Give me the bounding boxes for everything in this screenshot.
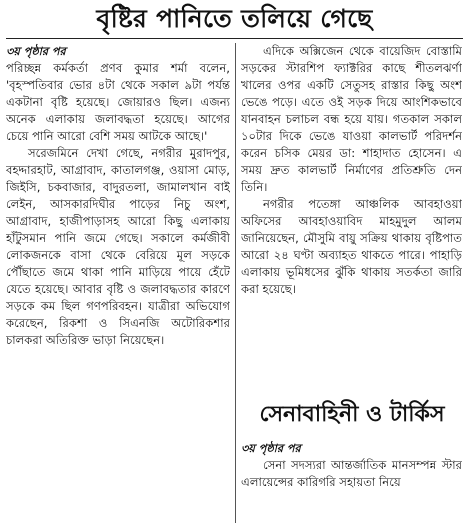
page-headline: বৃষ্টির পানিতে তলিয়ে গেছে <box>96 4 373 33</box>
right-column <box>241 43 462 377</box>
continued-from-label: ৩য় পৃষ্ঠার পর <box>241 442 301 455</box>
article-paragraph: এদিকে অক্সিজেন থেকে বায়েজিদ বোস্তামি সড়কের স্টারশিপ ফ্যাক্টরির কাছে শীতলঝর্ণা খালের ওপর একটি সেতুসহ রাস্তার কিছু অংশ ভেঙে পড়ে। এতে ওই সড়ক দিয়ে আংশিকভাবে যানবাহন চলাচল বন্ধ হয়ে যায়। গতকাল সকাল ১০টার দিকে ভেঙে যাওয়া কালভার্ট পরিদর্শন করেন চসিক মেয়র ডা: শাহাদাত হোসেন। এ সময় দ্রুত কালভার্ট নির্মাণের প্রতিশ্রুতি দেন তিনি। <box>241 44 462 194</box>
article-paragraph: সেনা সদস্যরা আন্তর্জাতিক মানসম্পন্ন স্টার এলায়েন্সের কারিগরি সহায়তা নিয়ে <box>241 458 462 489</box>
headline-rule <box>6 38 463 39</box>
left-column <box>6 43 230 525</box>
column-divider <box>235 43 236 523</box>
article-paragraph: সরেজমিনে দেখা গেছে, নগরীর মুরাদপুর, বহদ্দারহাট, আগ্রাবাদ, কাতালগঞ্জ, ওয়াসা মোড়, জিইসি, চকবাজার, বাদুরতলা, জামালখান বাই লেইন, আসকারদিঘীর পাড়ের নিচু অংশ, আগ্রাবাদ, হাজীপাড়াসহ আরো কিছু এলাকায় হাঁটুসমান পানি জমে গেছে। সকালে কর্মজীবী লোকজনকে বাসা থেকে বেরিয়ে মূল সড়কে পৌঁছাতে জমে থাকা পানি মাড়িয়ে পায়ে হেঁটে যেতে হয়েছে। আবার বৃষ্টি ও জলাবদ্ধতার কারণে সড়কে কম ছিল গণপরিবহন। যাত্রীরা অভিযোগ করেছেন, রিকশা ও সিএনজি অটোরিকশার চালকরা অতিরিক্ত ভাড়া নিয়েছেন। <box>6 146 230 347</box>
article-paragraph: নগরীর পতেঙ্গা আঞ্চলিক আবহাওয়া অফিসের আবহাওয়াবিদ মাহমুদুল আলম জানিয়েছেন, মৌসুমি বায়ু সক্রিয় থাকায় বৃষ্টিপাত আরো ২৪ ঘণ্টা অব্যাহত থাকতে পারে। পাহাড়ি এলাকায় ভূমিধসের ঝুঁকি থাকায় সতর্কতা জারি করা হয়েছে। <box>241 197 462 296</box>
second-story-body <box>241 440 462 525</box>
article-paragraph: পরিচ্ছন্ন কর্মকর্তা প্রণব কুমার শর্মা বলেন, 'বৃহস্পতিবার ভোর ৪টা থেকে সকাল ৯টা পর্যন্ত একটানা বৃষ্টি হয়েছে। জোয়ারও ছিল। এজন্য অনেক এলাকায় জলাবদ্ধতা হয়েছে। আগের চেয়ে পানি আরো বেশি সময় আটকে আছে।' <box>6 61 230 143</box>
second-story-headline: সেনাবাহিনী ও টার্কিস <box>259 402 445 427</box>
continued-from-label: ৩য় পৃষ্ঠার পর <box>6 45 66 58</box>
